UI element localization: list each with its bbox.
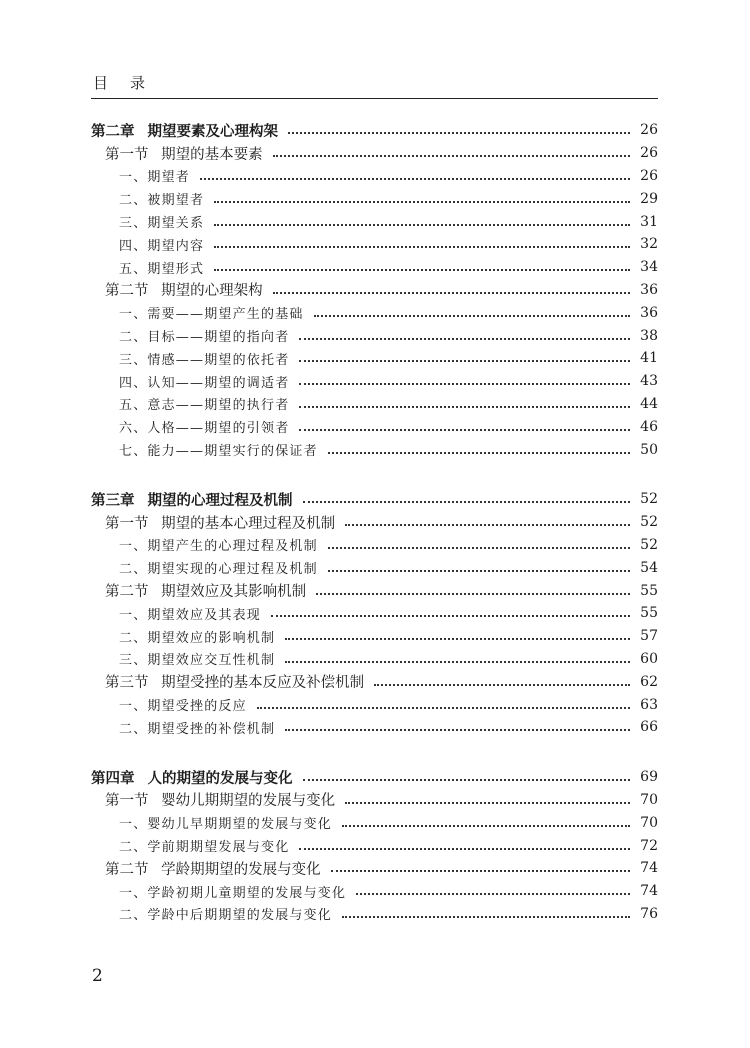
toc-item (91, 370, 658, 393)
toc-item (91, 834, 658, 857)
toc-item (91, 693, 658, 716)
toc-entry-title: 一、期望产生的心理过程及机制 (119, 539, 318, 555)
toc-entry-page: 72 (640, 837, 658, 854)
toc-section (91, 789, 658, 812)
toc-item (91, 534, 658, 557)
toc-entry-title: 一、期望受挫的反应 (119, 699, 247, 715)
toc-entry-title: 六、人格——期望的引领者 (119, 421, 290, 437)
toc-item (91, 233, 658, 256)
toc-entry-title: 第二章 期望要素及心理构架 (91, 123, 279, 140)
toc-entry-title: 第三节 期望受挫的基本反应及补偿机制 (105, 675, 365, 692)
toc-item (91, 438, 658, 461)
toc-entry-title: 五、期望形式 (119, 261, 205, 277)
toc-entry-page: 70 (640, 791, 658, 808)
dot-leader (285, 661, 630, 663)
table-of-contents (91, 119, 658, 925)
dot-leader (214, 224, 630, 226)
toc-entry-title: 二、期望受挫的补偿机制 (119, 721, 276, 737)
toc-entry-title: 一、需要——期望产生的基础 (119, 307, 304, 323)
toc-item (91, 415, 658, 438)
toc-entry-title: 一、期望效应及其表现 (119, 607, 262, 623)
dot-leader (214, 246, 630, 248)
toc-entry-page: 38 (640, 327, 658, 344)
toc-entry-title: 第一节 婴幼儿期期望的发展与变化 (105, 793, 336, 810)
toc-entry-page: 54 (640, 559, 658, 576)
dot-leader (288, 132, 630, 134)
dot-leader (342, 916, 630, 918)
toc-entry-title: 七、能力——期望实行的保证者 (119, 444, 318, 460)
toc-entry-page: 43 (640, 373, 658, 390)
toc-section (91, 857, 658, 880)
toc-entry-page: 26 (640, 122, 658, 139)
chapter-spacer (91, 461, 658, 488)
toc-chapter (91, 488, 658, 511)
toc-entry-page: 55 (640, 605, 658, 622)
toc-entry-page: 69 (640, 769, 658, 786)
toc-entry-title: 第一节 期望的基本心理过程及机制 (105, 515, 336, 532)
toc-entry-page: 60 (640, 650, 658, 667)
dot-leader (331, 870, 630, 872)
dot-leader (299, 383, 630, 385)
toc-item (91, 324, 658, 347)
dot-leader (285, 729, 630, 731)
toc-entry-page: 26 (640, 167, 658, 184)
toc-entry-title: 第四章 人的期望的发展与变化 (91, 770, 293, 787)
dot-leader (299, 360, 630, 362)
toc-entry-title: 一、期望者 (119, 170, 191, 186)
toc-entry-page: 70 (640, 814, 658, 831)
toc-entry-page: 36 (640, 304, 658, 321)
toc-entry-page: 52 (640, 536, 658, 553)
toc-entry-title: 四、期望内容 (119, 238, 205, 254)
toc-entry-title: 三、期望关系 (119, 216, 205, 232)
toc-entry-title: 第一节 期望的基本要素 (105, 146, 263, 163)
toc-entry-page: 62 (640, 673, 658, 690)
toc-item (91, 347, 658, 370)
toc-entry-page: 46 (640, 418, 658, 435)
toc-entry-page: 36 (640, 281, 658, 298)
toc-entry-page: 74 (640, 860, 658, 877)
toc-entry-title: 一、婴幼儿早期期望的发展与变化 (119, 817, 333, 833)
toc-entry-page: 63 (640, 696, 658, 713)
dot-leader (303, 501, 630, 503)
toc-item (91, 556, 658, 579)
dot-leader (214, 269, 630, 271)
toc-entry-title: 一、学龄初期儿童期望的发展与变化 (119, 885, 347, 901)
toc-item (91, 301, 658, 324)
dot-leader (299, 429, 630, 431)
toc-entry-title: 第二节 期望效应及其影响机制 (105, 584, 307, 601)
dot-leader (328, 452, 630, 454)
toc-entry-page: 29 (640, 190, 658, 207)
dot-leader (328, 547, 630, 549)
dot-leader (200, 178, 630, 180)
toc-item (91, 903, 658, 926)
toc-section (91, 579, 658, 602)
toc-section (91, 279, 658, 302)
toc-item (91, 210, 658, 233)
dot-leader (345, 524, 630, 526)
toc-section (91, 142, 658, 165)
toc-entry-title: 三、情感——期望的依托者 (119, 352, 290, 368)
toc-entry-title: 三、期望效应交互性机制 (119, 653, 276, 669)
toc-entry-page: 50 (640, 441, 658, 458)
dot-leader (257, 707, 630, 709)
toc-item (91, 880, 658, 903)
toc-entry-page: 41 (640, 350, 658, 367)
toc-entry-title: 四、认知——期望的调适者 (119, 375, 290, 391)
toc-chapter (91, 119, 658, 142)
toc-item (91, 187, 658, 210)
page-number: 2 (92, 966, 103, 986)
toc-entry-page: 52 (640, 514, 658, 531)
dot-leader (316, 593, 630, 595)
toc-section (91, 511, 658, 534)
toc-item (91, 165, 658, 188)
toc-entry-page: 32 (640, 236, 658, 253)
dot-leader (374, 684, 630, 686)
toc-entry-title: 第二节 期望的心理架构 (105, 283, 263, 300)
toc-entry-title: 五、意志——期望的执行者 (119, 398, 290, 414)
toc-item (91, 393, 658, 416)
toc-entry-title: 二、期望效应的影响机制 (119, 630, 276, 646)
toc-item (91, 648, 658, 671)
toc-item (91, 625, 658, 648)
dot-leader (328, 570, 630, 572)
toc-entry-page: 74 (640, 883, 658, 900)
toc-item (91, 716, 658, 739)
toc-entry-title: 二、被期望者 (119, 193, 205, 209)
toc-entry-page: 55 (640, 582, 658, 599)
toc-chapter (91, 766, 658, 789)
toc-entry-title: 二、学前期期望发展与变化 (119, 840, 290, 855)
header-rule (91, 98, 658, 99)
toc-entry-page: 26 (640, 145, 658, 162)
dot-leader (342, 825, 630, 827)
toc-item (91, 811, 658, 834)
dot-leader (314, 315, 630, 317)
dot-leader (273, 292, 630, 294)
dot-leader (345, 802, 630, 804)
dot-leader (273, 155, 630, 157)
dot-leader (214, 201, 630, 203)
toc-item (91, 602, 658, 625)
toc-entry-page: 34 (640, 259, 658, 276)
toc-entry-page: 31 (640, 213, 658, 230)
dot-leader (303, 779, 630, 781)
dot-leader (285, 638, 630, 640)
dot-leader (299, 338, 630, 340)
toc-entry-title: 第三章 期望的心理过程及机制 (91, 492, 293, 509)
toc-section (91, 670, 658, 693)
toc-entry-title: 二、期望实现的心理过程及机制 (119, 562, 318, 578)
chapter-spacer (91, 739, 658, 766)
toc-entry-page: 52 (640, 491, 658, 508)
toc-item (91, 256, 658, 279)
toc-entry-page: 57 (640, 628, 658, 645)
dot-leader (299, 848, 630, 850)
toc-entry-title: 二、目标——期望的指向者 (119, 330, 290, 346)
toc-entry-page: 66 (640, 719, 658, 736)
toc-entry-title: 第二节 学龄期期望的发展与变化 (105, 861, 321, 878)
toc-entry-page: 76 (640, 905, 658, 922)
dot-leader (271, 615, 630, 617)
dot-leader (299, 406, 630, 408)
toc-entry-title: 二、学龄中后期期望的发展与变化 (119, 908, 333, 924)
running-header-title: 目录 (93, 74, 168, 92)
toc-entry-page: 44 (640, 395, 658, 412)
dot-leader (356, 893, 630, 895)
